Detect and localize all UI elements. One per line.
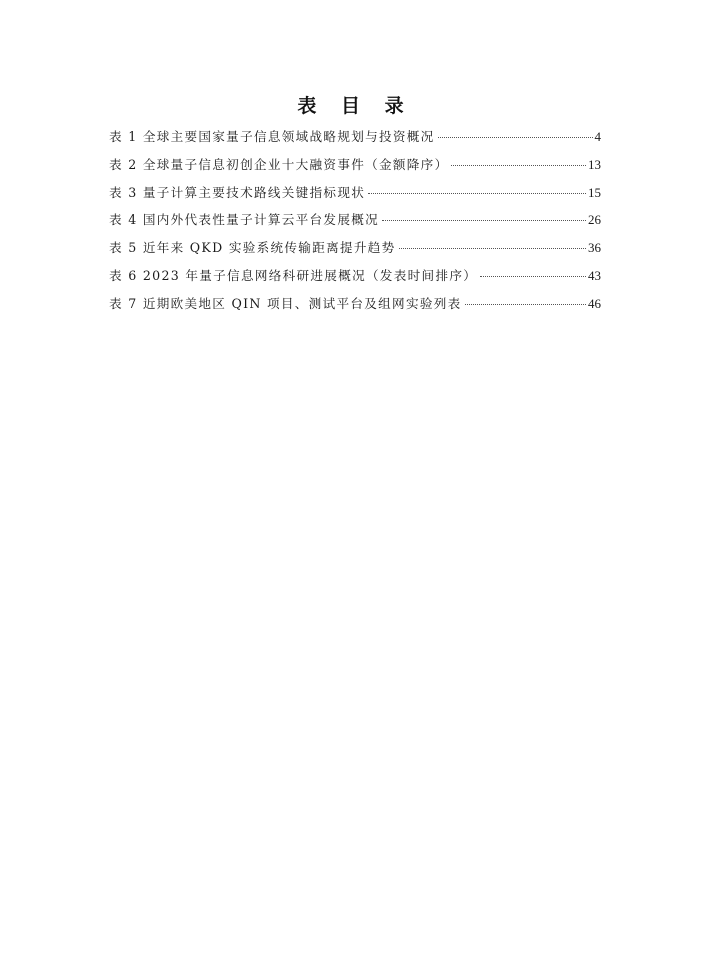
toc-entry-page-number: 13 [588, 156, 601, 172]
toc-entry-7[interactable] [109, 294, 601, 322]
toc-entry-label: 表 7 近期欧美地区 QIN 项目、测试平台及组网实验列表 [109, 295, 462, 311]
toc-entry-5[interactable] [109, 238, 601, 266]
table-of-tables [109, 127, 601, 322]
dot-leader [451, 165, 586, 166]
dot-leader [438, 137, 593, 138]
toc-entry-label: 表 4 国内外代表性量子计算云平台发展概况 [109, 212, 380, 228]
toc-entry-label: 表 1 全球主要国家量子信息领域战略规划与投资概况 [109, 129, 435, 144]
page-title: 表 目 录 [297, 95, 413, 117]
toc-entry-label: 表 6 2023 年量子信息网络科研进展概况（发表时间排序） [109, 267, 478, 283]
toc-entry-3[interactable] [109, 183, 601, 211]
toc-entry-page-number: 46 [588, 295, 601, 311]
toc-entry-page-number: 36 [588, 240, 601, 256]
toc-entry-page-number: 4 [594, 129, 601, 144]
dot-leader [382, 220, 586, 221]
toc-entry-2[interactable] [109, 155, 601, 183]
toc-entry-1[interactable] [109, 127, 601, 155]
toc-entry-6[interactable] [109, 266, 601, 294]
toc-entry-label: 表 5 近年来 QKD 实验系统传输距离提升趋势 [109, 240, 396, 256]
toc-entry-page-number: 26 [588, 212, 601, 228]
dot-leader [399, 248, 586, 249]
toc-entry-4[interactable] [109, 210, 601, 238]
toc-entry-label: 表 2 全球量子信息初创企业十大融资事件（金额降序） [109, 156, 449, 172]
dot-leader [465, 304, 586, 305]
toc-entry-label: 表 3 量子计算主要技术路线关键指标现状 [109, 184, 366, 200]
toc-entry-page-number: 15 [588, 184, 601, 200]
dot-leader [480, 276, 586, 277]
dot-leader [368, 193, 586, 194]
toc-entry-page-number: 43 [588, 267, 601, 283]
